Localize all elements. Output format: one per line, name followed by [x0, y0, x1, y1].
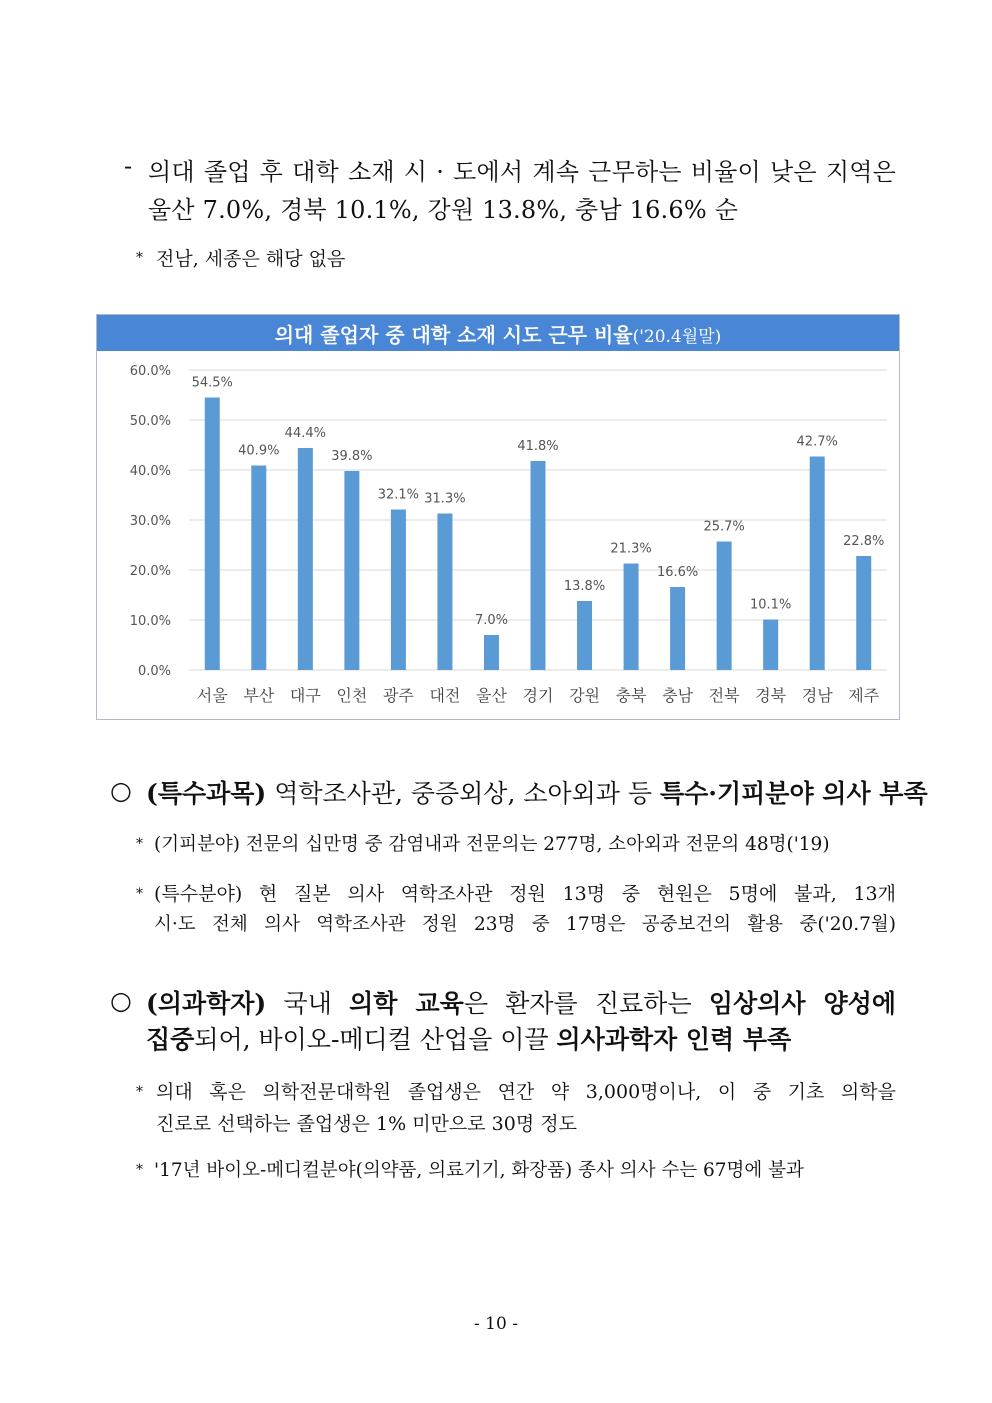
section2-heading-line1: [146, 984, 896, 1020]
section2-text-b: 은 환자를 진료하는: [463, 989, 709, 1018]
section1-note1: (기피분야) 전문의 십만명 중 감염내과 전문의는 277명, 소아외과 전문의 48명('19): [154, 834, 830, 855]
section1-heading: [146, 774, 928, 810]
section1-note2-line2: 시·도 전체 의사 역학조사관 정원 23명 중 17명은 공중보건의 활용 중('20.7월): [154, 914, 896, 935]
bar: [344, 471, 359, 670]
chart-title-main: 의대 졸업자 중 대학 소재 시도 근무 비율: [274, 323, 633, 347]
data-label: 16.6%: [656, 565, 699, 580]
x-tick-label: 대전: [429, 686, 461, 705]
x-tick-label: 울산: [476, 686, 507, 705]
chart-title-sub: ('20.4월말): [632, 327, 722, 347]
bar: [391, 510, 406, 671]
section1-bullet: ○: [110, 776, 132, 805]
chart-container: [96, 314, 900, 720]
section2-text-c: 되어, 바이오-메디컬 산업을 이끌: [194, 1025, 557, 1054]
section2-note1-star: *: [136, 1084, 143, 1100]
x-tick-label: 광주: [382, 686, 414, 705]
x-tick-label: 제주: [848, 686, 880, 705]
bar: [810, 457, 825, 671]
y-tick-label: 60.0%: [129, 364, 171, 379]
x-tick-label: 강원: [569, 686, 600, 705]
bar: [437, 514, 452, 671]
section2-bold-a: 의학 교육: [349, 989, 464, 1018]
data-label: 22.8%: [843, 534, 885, 549]
section2-bullet: ○: [110, 986, 132, 1015]
x-tick-label: 대구: [289, 686, 321, 705]
data-label: 13.8%: [563, 579, 606, 594]
section2-heading-line2: [146, 1020, 791, 1056]
data-label: 25.7%: [703, 519, 745, 535]
x-tick-label: 인천: [336, 686, 368, 705]
section2-paren: (의과학자): [146, 989, 267, 1018]
section1-note1-star: *: [136, 836, 143, 852]
intro-line-1: 의대 졸업 후 대학 소재 시 · 도에서 계속 근무하는 비율이 낮은 지역은: [148, 158, 896, 186]
x-tick-label: 서울: [196, 686, 228, 705]
section2-note2-star: *: [136, 1162, 143, 1178]
section2-bold-d: 의사과학자 인력 부족: [556, 1025, 792, 1054]
data-label: 39.8%: [331, 449, 373, 464]
section2-bold-c: 집중: [146, 1025, 195, 1054]
x-tick-label: 경북: [755, 686, 787, 705]
intro-line-2: 울산 7.0%, 경북 10.1%, 강원 13.8%, 충남 16.6% 순: [148, 196, 739, 224]
data-label: 44.4%: [284, 426, 326, 441]
section2-bold-b: 임상의사 양성에: [708, 989, 896, 1018]
section1-note2-line1: (특수분야) 현 질본 의사 역학조사관 정원 13명 중 현원은 5명에 불과, 13개: [154, 883, 896, 905]
data-label: 40.9%: [238, 443, 280, 459]
data-label: 10.1%: [750, 597, 792, 613]
x-tick-label: 전북: [708, 686, 740, 705]
bar: [577, 601, 592, 670]
bar: [251, 466, 266, 671]
data-label: 21.3%: [610, 541, 652, 557]
intro-note-star: *: [136, 250, 143, 266]
data-label: 32.1%: [377, 487, 420, 503]
y-tick-label: 0.0%: [137, 664, 171, 679]
bar: [624, 564, 639, 671]
section1-heading-bold: 특수·기피분야 의사 부족: [660, 779, 928, 808]
intro-dash: -: [124, 152, 133, 180]
section2-note2: '17년 바이오-메디컬분야(의약품, 의료기기, 화장품) 종사 의사 수는 67명에 불과: [154, 1160, 804, 1181]
y-tick-label: 30.0%: [129, 514, 171, 529]
data-label: 31.3%: [424, 491, 466, 507]
bar-chart: [97, 315, 899, 719]
section2-note1-line2: 진로로 선택하는 졸업생은 1% 미만으로 30명 정도: [156, 1113, 577, 1135]
data-label: 41.8%: [517, 439, 559, 454]
bar: [484, 635, 499, 670]
bar: [717, 542, 732, 671]
section2-note1-line1: 의대 혹은 의학전문대학원 졸업생은 연간 약 3,000명이나, 이 중 기초 의학을: [156, 1081, 896, 1103]
bar: [763, 620, 778, 671]
x-tick-label: 충북: [615, 686, 647, 705]
x-tick-label: 경기: [522, 686, 554, 705]
y-tick-label: 50.0%: [129, 414, 171, 429]
bar: [205, 398, 220, 671]
intro-note: 전남, 세종은 해당 없음: [156, 248, 346, 270]
x-tick-label: 충남: [662, 686, 694, 705]
x-tick-label: 부산: [243, 686, 275, 705]
bar: [298, 448, 313, 670]
data-label: 42.7%: [796, 434, 838, 450]
section2-text-a: 국내: [266, 989, 350, 1018]
y-tick-label: 20.0%: [129, 564, 171, 579]
section1-heading-paren: (특수과목): [146, 779, 267, 808]
bar: [670, 587, 685, 670]
bar: [531, 461, 546, 670]
data-label: 54.5%: [191, 375, 233, 391]
data-label: 7.0%: [474, 613, 508, 628]
y-tick-label: 40.0%: [129, 464, 171, 479]
section1-heading-text: 역학조사관, 중증외상, 소아외과 등: [266, 779, 660, 808]
x-tick-label: 경남: [801, 686, 833, 705]
page-number: - 10 -: [474, 1314, 518, 1334]
y-tick-label: 10.0%: [129, 614, 171, 629]
bar: [856, 556, 871, 670]
section1-note2-star: *: [136, 886, 143, 902]
